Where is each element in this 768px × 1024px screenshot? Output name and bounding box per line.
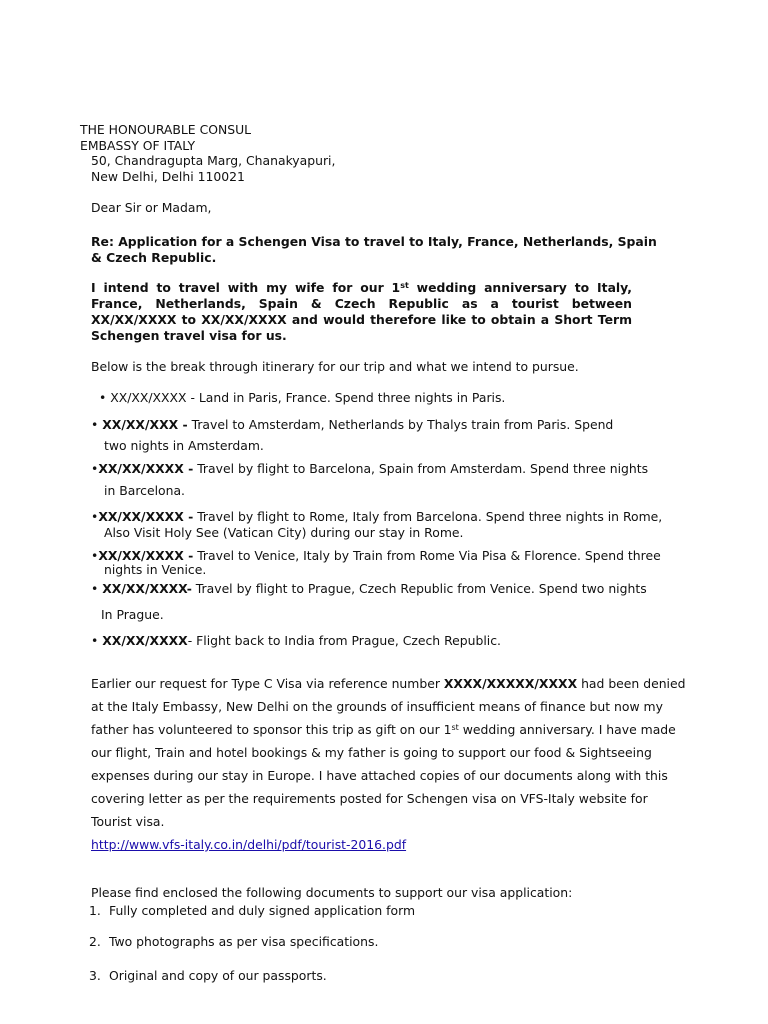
itinerary-item: •XX/XX/XXXX - Travel by flight to Barcelona, Spain from Amsterdam. Spend three nights bbox=[91, 461, 649, 476]
earlier-paragraph-line: expenses during our stay in Europe. I have attached copies of our documents along with this bbox=[91, 768, 668, 783]
itinerary-item: •XX/XX/XXXX - Travel by flight to Rome, Italy from Barcelona. Spend three nights in Rome, bbox=[91, 509, 663, 524]
itinerary-intro: Below is the break through itinerary for our trip and what we intend to pursue. bbox=[91, 359, 579, 374]
itinerary-item-cont: nights in Venice. bbox=[104, 562, 207, 577]
earlier-paragraph-line: at the Italy Embassy, New Delhi on the grounds of insufficient means of finance but now my bbox=[91, 699, 663, 714]
itinerary-item-cont: In Prague. bbox=[101, 607, 164, 622]
itinerary-item-cont: Also Visit Holy See (Vatican City) during our stay in Rome. bbox=[104, 525, 464, 540]
documents-intro: Please find enclosed the following documents to support our visa application: bbox=[91, 885, 573, 900]
document-item: 3. Original and copy of our passports. bbox=[89, 968, 327, 983]
itinerary-item: • XX/XX/XXX - Travel to Amsterdam, Netherlands by Thalys train from Paris. Spend bbox=[91, 417, 614, 432]
earlier-paragraph-line: Tourist visa. bbox=[91, 814, 165, 829]
earlier-paragraph-line: father has volunteered to sponsor this trip as gift on our 1st wedding anniversary. I have made bbox=[91, 722, 676, 737]
itinerary-item: • XX/XX/XXXX - Land in Paris, France. Spend three nights in Paris. bbox=[99, 390, 506, 405]
recipient-title: THE HONOURABLE CONSUL bbox=[80, 122, 252, 137]
recipient-street: 50, Chandragupta Marg, Chanakyapuri, bbox=[91, 153, 336, 168]
earlier-paragraph-line: our flight, Train and hotel bookings & my father is going to support our food & Sightseeing bbox=[91, 745, 652, 760]
recipient-city: New Delhi, Delhi 110021 bbox=[91, 169, 245, 184]
itinerary-item: •XX/XX/XXXX - Travel to Venice, Italy by Train from Rome Via Pisa & Florence. Spend three bbox=[91, 548, 661, 563]
recipient-embassy: EMBASSY OF ITALY bbox=[80, 138, 196, 153]
vfs-italy-link[interactable]: http://www.vfs-italy.co.in/delhi/pdf/tourist-2016.pdf bbox=[91, 837, 407, 852]
document-item: 1. Fully completed and duly signed application form bbox=[89, 903, 416, 918]
itinerary-item: • XX/XX/XXXX- Travel by flight to Prague, Czech Republic from Venice. Spend two nights bbox=[91, 581, 647, 596]
intro-paragraph: I intend to travel with my wife for our 1st wedding anniversary to Italy, France, Netherlands, Spain & Czech Republic as a tourist between XX/XX/XXXX to XX/XX/XXXX and would therefore like to obtain a Short Term Schengen travel visa for us. bbox=[91, 280, 632, 343]
itinerary-item-cont: two nights in Amsterdam. bbox=[104, 438, 264, 453]
document-item: 2. Two photographs as per visa specifications. bbox=[89, 934, 379, 949]
subject-line: Re: Application for a Schengen Visa to travel to Italy, France, Netherlands, Spain & Czech Republic. bbox=[91, 234, 657, 265]
salutation: Dear Sir or Madam, bbox=[91, 200, 212, 215]
earlier-paragraph-line: covering letter as per the requirements posted for Schengen visa on VFS-Italy website for bbox=[91, 791, 648, 806]
itinerary-item-cont: in Barcelona. bbox=[104, 483, 185, 498]
earlier-paragraph-line: Earlier our request for Type C Visa via reference number XXXX/XXXXX/XXXX had been denied bbox=[91, 676, 686, 691]
itinerary-item: • XX/XX/XXXX- Flight back to India from Prague, Czech Republic. bbox=[91, 633, 501, 648]
